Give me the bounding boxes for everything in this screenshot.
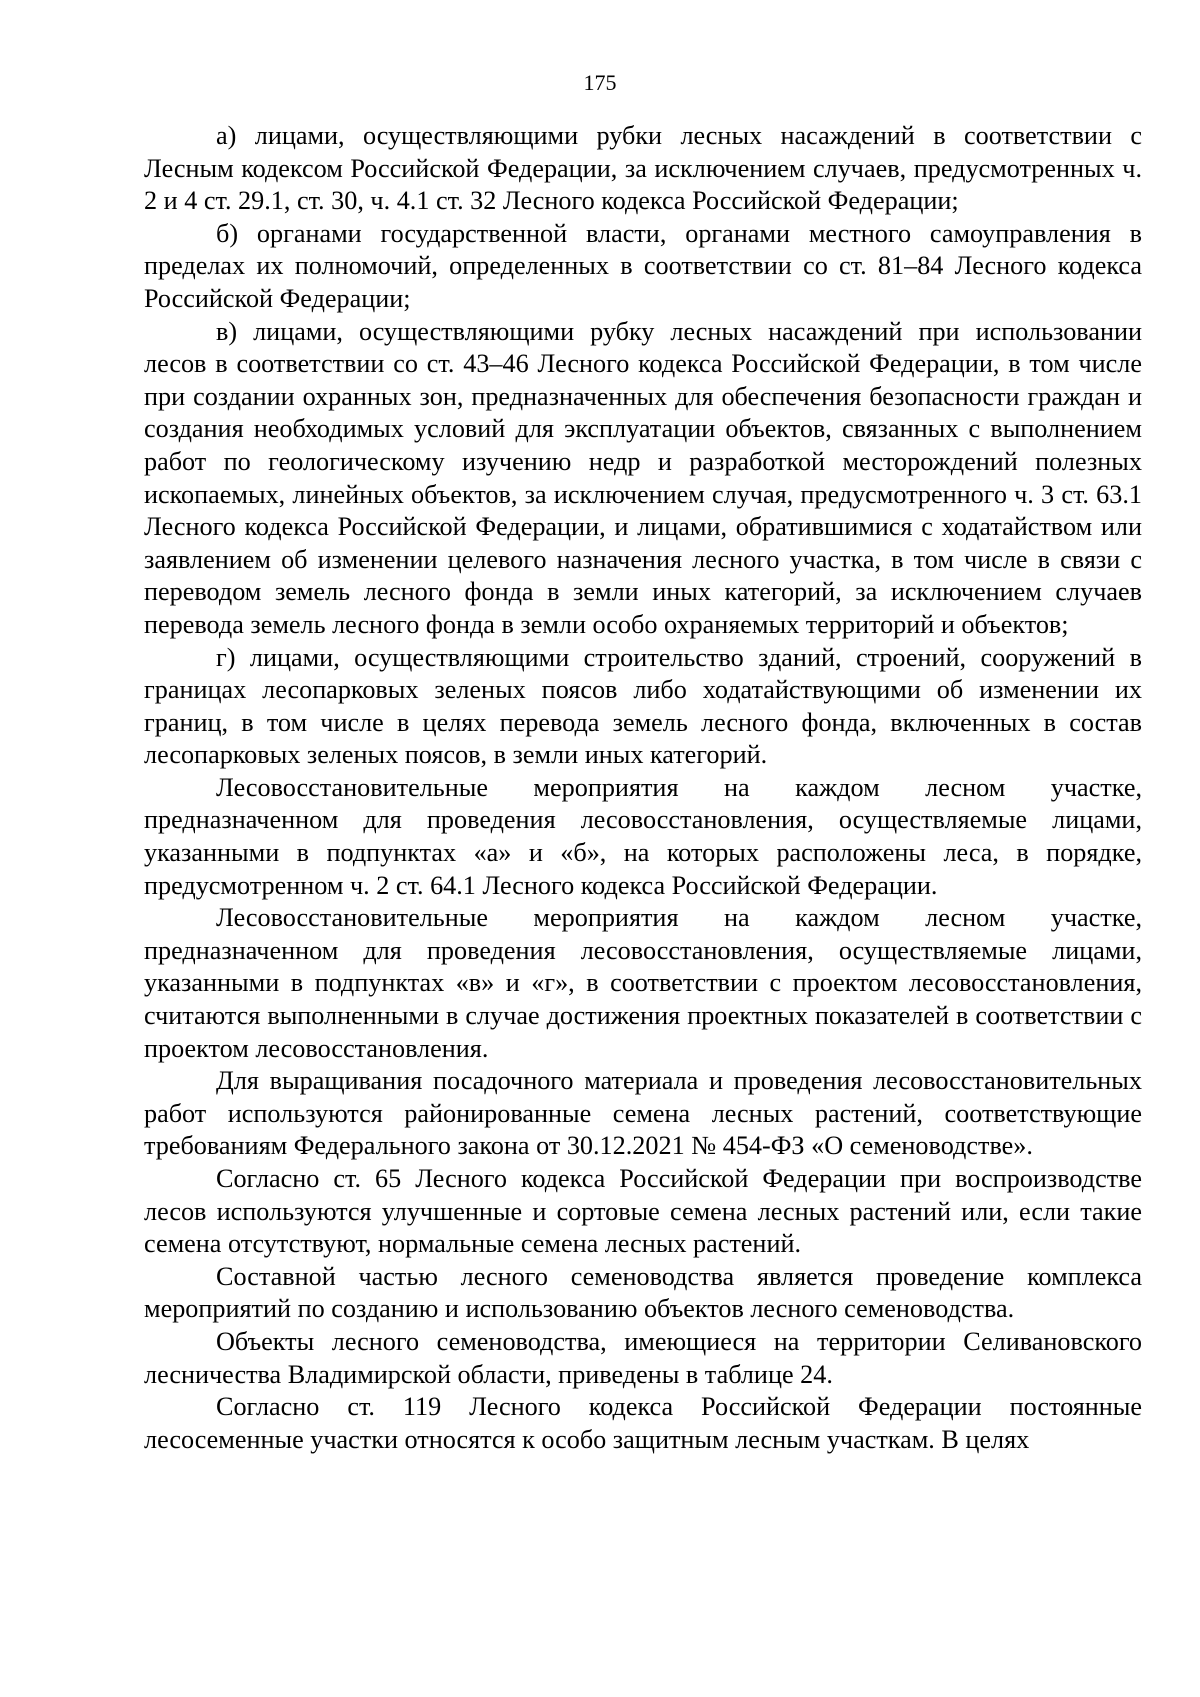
- paragraph-seed-objects: Объекты лесного семеноводства, имеющиеся на территории Селивановского лесничества Владимирской области, приведены в таблице 24.: [144, 1326, 1142, 1389]
- paragraph-seed-material: Для выращивания посадочного материала и проведения лесовосстановительных работ используются районированные семена лесных растений, соответствующие требованиям Федерального закона от 30.12.2021 № 454-ФЗ «О семеноводстве».: [144, 1066, 1142, 1161]
- paragraph-reforestation-v-g: Лесовосстановительные мероприятия на каждом лесном участке, предназначенном для проведения лесовосстановления, осуществляемые лицами, указанными в подпунктах «в» и «г», в соответствии с проектом лесовосстановления, считаются выполненными в случае достижения проектных показателей в соответствии с проектом лесовосстановления.: [144, 903, 1142, 1063]
- paragraph-item-a: а) лицами, осуществляющими рубки лесных насаждений в соответствии с Лесным кодексом Российской Федерации, за исключением случаев, предусмотренных ч. 2 и 4 ст. 29.1, ст. 30, ч. 4.1 ст. 32 Лесного кодекса Российской Федерации;: [144, 121, 1142, 216]
- paragraph-item-g: г) лицами, осуществляющими строительство зданий, строений, сооружений в границах лесопарковых зеленых поясов либо ходатайствующими об изменении их границ, в том числе в целях перевода земель лесного фонда, включенных в состав лесопарковых зеленых поясов, в земли иных категорий.: [144, 642, 1142, 770]
- document-body: [144, 120, 1142, 1456]
- page-number: 175: [583, 70, 617, 95]
- paragraph-item-b: б) органами государственной власти, органами местного самоуправления в пределах их полномочий, определенных в соответствии со ст. 81–84 Лесного кодекса Российской Федерации;: [144, 218, 1142, 313]
- paragraph-article-119: Согласно ст. 119 Лесного кодекса Российской Федерации постоянные лесосеменные участки относятся к особо защитным лесным участкам. В целях: [144, 1392, 1142, 1454]
- paragraph-seed-production: Составной частью лесного семеноводства является проведение комплекса мероприятий по созданию и использованию объектов лесного семеноводства.: [144, 1261, 1142, 1324]
- paragraph-reforestation-a-b: Лесовосстановительные мероприятия на каждом лесном участке, предназначенном для проведения лесовосстановления, осуществляемые лицами, указанными в подпунктах «а» и «б», на которых расположены леса, в порядке, предусмотренном ч. 2 ст. 64.1 Лесного кодекса Российской Федерации.: [144, 772, 1142, 900]
- paragraph-article-65: Согласно ст. 65 Лесного кодекса Российской Федерации при воспроизводстве лесов используются улучшенные и сортовые семена лесных растений или, если такие семена отсутствуют, нормальные семена лесных растений.: [144, 1164, 1142, 1259]
- paragraph-item-v: в) лицами, осуществляющими рубку лесных насаждений при использовании лесов в соответствии со ст. 43–46 Лесного кодекса Российской Федерации, в том числе при создании охранных зон, предназначенных для обеспечения безопасности граждан и создания необходимых условий для эксплуатации объектов, связанных с выполнением работ по геологическому изучению недр и разработкой месторождений полезных ископаемых, линейных объектов, за исключением случая, предусмотренного ч. 3 ст. 63.1 Лесного кодекса Российской Федерации, и лицами, обратившимися с ходатайством или заявлением об изменении целевого назначения лесного участка, в том числе в связи с переводом земель лесного фонда в земли иных категорий, за исключением случаев перевода земель лесного фонда в земли особо охраняемых территорий и объектов;: [144, 316, 1142, 639]
